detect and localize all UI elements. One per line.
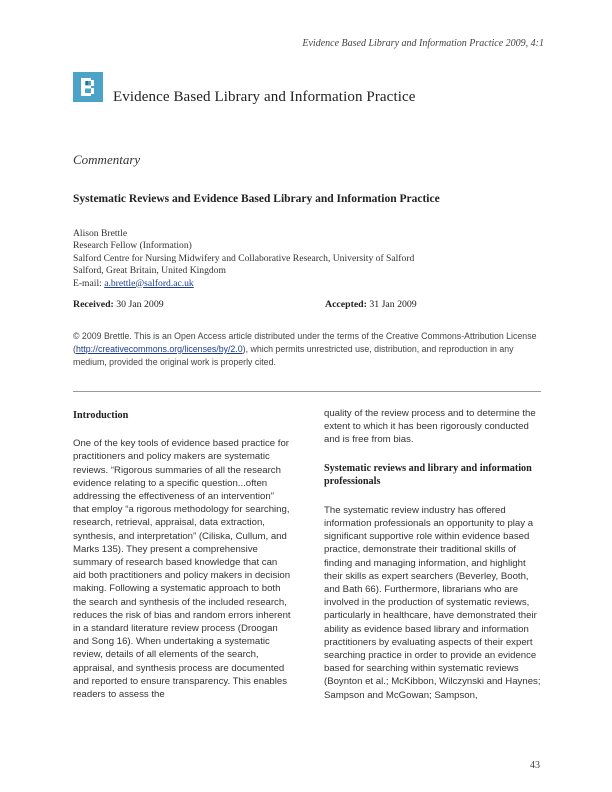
continued-paragraph: quality of the review process and to determine the extent to which it has been rigorously conducted and is free from bias. xyxy=(324,408,536,446)
header-divider xyxy=(73,391,541,392)
license-text-start: © 2009 Brettle. This is an Open Access article distributed under the terms of the Creative Commons‐Attribution License ( xyxy=(73,331,537,354)
license-notice xyxy=(73,330,543,369)
author-email-label: E-mail: xyxy=(73,277,102,289)
accepted-label: Accepted: xyxy=(325,299,367,310)
accepted-date xyxy=(325,299,417,310)
author-name: Alison Brettle xyxy=(73,228,128,239)
journal-title: Evidence Based Library and Information Practice xyxy=(113,89,416,105)
section-label: Commentary xyxy=(73,152,141,167)
received-label: Received: xyxy=(73,299,114,310)
received-value: 30 Jan 2009 xyxy=(116,299,164,310)
right-column xyxy=(324,407,542,702)
running-header: Evidence Based Library and Information Practice 2009, 4:1 xyxy=(302,38,544,49)
license-link[interactable]: http://creativecommons.org/licenses/by/2.0 xyxy=(75,344,243,354)
introduction-paragraph: One of the key tools of evidence based practice for practitioners and policy makers are systematic reviews. “Rigorous summaries of all the research evidence relating to a specific question...often addressing the effectiveness of an intervention” that employ “a rigorous methodology for searching, research, retrieval, appraisal, data extraction, synthesis, and interpretation” (Ciliska, Cullum, and Marks 135). They present a comprehensive summary of research based knowledge that can aid both practitioners and policy makers in decision making. Following a systematic approach to both the search and synthesis of the included research, reduces the risk of bias and random errors inherent in a standard literature review process (Droogan and Song 16). When undertaking a systematic review, details of all elements of the search, appraisal, and synthesis process are documented and reported to ensure transparency. This enables readers to assess the xyxy=(73,438,291,701)
journal-logo-icon xyxy=(78,76,98,98)
journal-logo xyxy=(73,72,103,102)
page-number: 43 xyxy=(530,760,540,771)
introduction-heading: Introduction xyxy=(73,410,129,421)
accepted-value: 31 Jan 2009 xyxy=(369,299,417,310)
author-affiliation: Salford Centre for Nursing Midwifery and Collaborative Research, University of Salford xyxy=(73,252,415,264)
license-text-end: ), which permits unrestricted use, distribution, and reproduction in any medium, provided the original work is properly cited. xyxy=(73,344,514,367)
article-title: Systematic Reviews and Evidence Based Library and Information Practice xyxy=(73,193,440,205)
left-column xyxy=(73,409,291,701)
author-email-link[interactable]: a.brettle@salford.ac.uk xyxy=(104,277,194,289)
section2-heading: Systematic reviews and library and information professionals xyxy=(324,462,532,488)
received-date xyxy=(73,299,164,310)
author-block xyxy=(73,228,414,290)
author-email-line xyxy=(73,278,414,290)
section2-paragraph: The systematic review industry has offered information professionals an opportunity to play a significant supportive role within evidence based practice, demonstrate their traditional skills of finding and managing information, and highlight their skills as expert searchers (Beverley, Booth, and Bath 66). Furthermore, librarians who are involved in the production of systematic reviews, particularly in healthcare, have demonstrated their ability as evidence based library and information practitioners by evaluating aspects of their expert searching practice in order to provide an evidence based for searching within systematic reviews (Boynton et al.; McKibbon, Wilczynski and Haynes; Sampson and McGowan; Sampson, xyxy=(324,504,541,701)
author-location: Salford, Great Britain, United Kingdom xyxy=(73,265,226,277)
author-position: Research Fellow (Information) xyxy=(73,240,192,252)
